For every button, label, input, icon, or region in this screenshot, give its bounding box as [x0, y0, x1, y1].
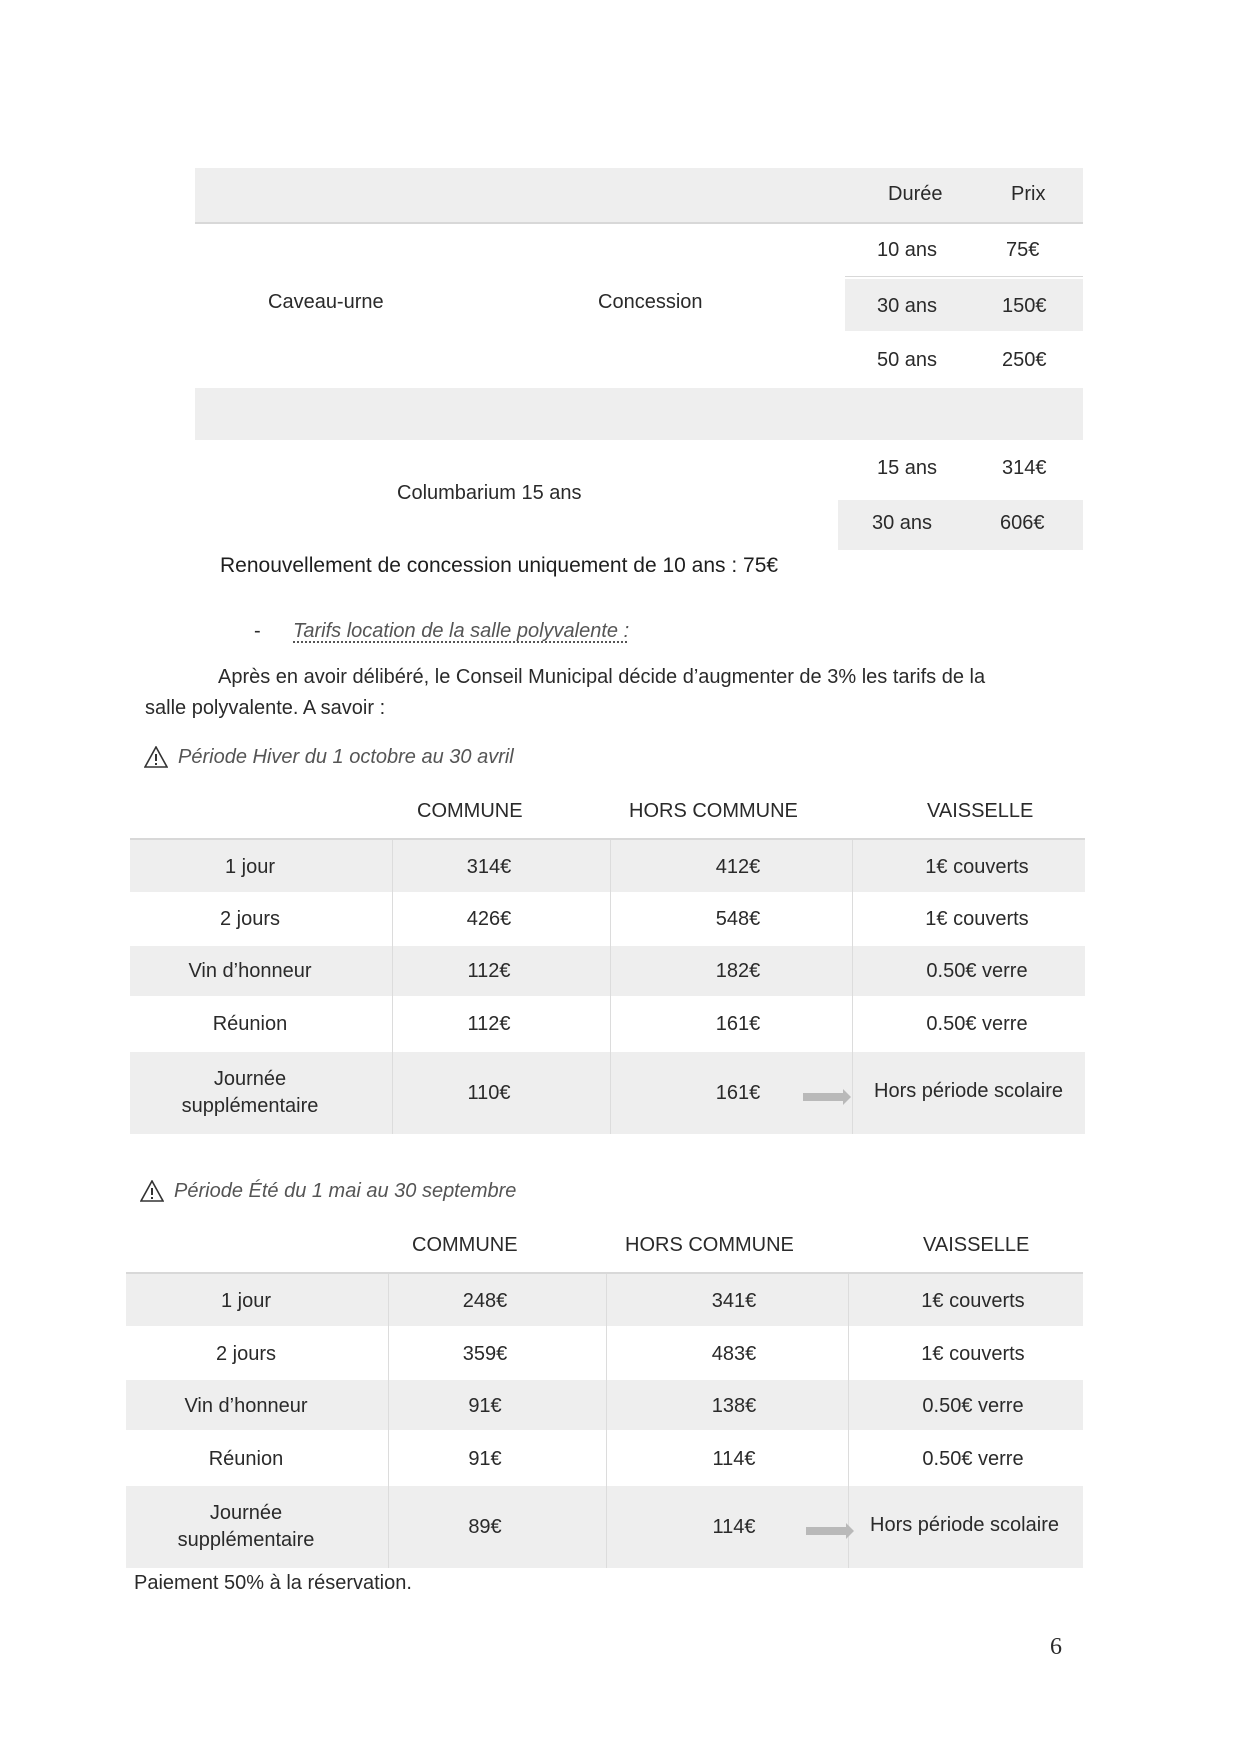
header-row-bg [195, 168, 1083, 222]
intro-line-2: salle polyvalente. A savoir : [145, 697, 386, 719]
hiver-commune-value: 314€ [466, 856, 512, 878]
hiver-row-label: 1 jour [224, 856, 276, 878]
caveau-prix-3: 250€ [1002, 349, 1047, 371]
columbarium-prix-1: 314€ [1002, 457, 1047, 479]
ete-row-label: Vin d’honneur [184, 1395, 308, 1417]
ete-col-hors: HORS COMMUNE [625, 1234, 794, 1256]
col-divider [852, 840, 853, 1134]
ete-title: Période Été du 1 mai au 30 septembre [174, 1180, 517, 1202]
hiver-hors-value: 548€ [715, 908, 761, 930]
ete-hors-value: 483€ [711, 1343, 757, 1365]
columbarium-label: Columbarium 15 ans [397, 482, 582, 504]
header-prix: Prix [1011, 183, 1046, 205]
hiver-title: Période Hiver du 1 octobre au 30 avril [178, 746, 514, 768]
header-divider [195, 222, 1083, 224]
ete-vaisselle-value: 0.50€ verre [922, 1448, 1024, 1470]
hiver-vaisselle-value: 0.50€ verre [926, 1013, 1028, 1035]
columbarium-prix-2: 606€ [1000, 512, 1045, 534]
hiver-extra-label-1: Journée [213, 1068, 287, 1090]
page-number: 6 [1050, 1634, 1062, 1660]
ete-vaisselle-value: 0.50€ verre [922, 1395, 1024, 1417]
hiver-commune-value: 426€ [466, 908, 512, 930]
hiver-row-label: Vin d’honneur [188, 960, 312, 982]
caveau-category: Concession [598, 291, 703, 313]
hiver-hors-value: 161€ [715, 1013, 761, 1035]
caveau-duree-2: 30 ans [877, 295, 938, 317]
payment-note: Paiement 50% à la réservation. [134, 1572, 412, 1594]
renewal-note: Renouvellement de concession uniquement de 10 ans : 75€ [220, 554, 779, 577]
ete-extra-label-2: supplémentaire [177, 1529, 315, 1551]
columbarium-duree-2: 30 ans [872, 512, 933, 534]
hiver-col-commune: COMMUNE [417, 800, 523, 822]
section-heading: Tarifs location de la salle polyvalente : [293, 620, 630, 642]
hiver-col-hors: HORS COMMUNE [629, 800, 798, 822]
ete-commune-value: 359€ [462, 1343, 508, 1365]
caveau-type: Caveau-urne [268, 291, 384, 313]
ete-extra-label-1: Journée [209, 1502, 283, 1524]
hiver-hors-value: 412€ [715, 856, 761, 878]
hiver-extra-vaisselle: Hors période scolaire [874, 1080, 1063, 1102]
ete-row-label: Réunion [208, 1448, 284, 1470]
col-divider [610, 840, 611, 1134]
separator-row-bg [195, 388, 1083, 440]
ete-col-commune: COMMUNE [412, 1234, 518, 1256]
hiver-commune-value: 110€ [467, 1082, 511, 1104]
header-duree: Durée [888, 183, 943, 205]
ete-commune-value: 248€ [462, 1290, 508, 1312]
ete-hors-value: 138€ [711, 1395, 757, 1417]
col-divider [606, 1274, 607, 1568]
hiver-row-label: 2 jours [219, 908, 281, 930]
columbarium-duree-1: 15 ans [877, 457, 938, 479]
ete-extra-vaisselle: Hors période scolaire [870, 1514, 1059, 1536]
warning-triangle-icon [144, 746, 168, 768]
caveau-duree-1: 10 ans [877, 239, 938, 261]
row-divider [845, 276, 1083, 277]
ete-hors-value: 114€ [712, 1448, 756, 1470]
warning-triangle-icon [140, 1180, 164, 1202]
intro-line-1: Après en avoir délibéré, le Conseil Municipal décide d’augmenter de 3% les tarifs de la [218, 666, 986, 688]
ete-col-vaisselle: VAISSELLE [923, 1234, 1030, 1256]
hiver-col-vaisselle: VAISSELLE [927, 800, 1034, 822]
ete-row-label: 1 jour [220, 1290, 272, 1312]
ete-hors-value: 114€ [712, 1516, 756, 1538]
hiver-vaisselle-value: 1€ couverts [925, 856, 1029, 878]
arrow-right-icon [806, 1527, 846, 1535]
ete-hors-value: 341€ [711, 1290, 757, 1312]
ete-commune-value: 89€ [468, 1516, 502, 1538]
caveau-prix-1: 75€ [1006, 239, 1040, 261]
hiver-row-label: Réunion [212, 1013, 288, 1035]
section-bullet: - [254, 620, 261, 642]
ete-commune-value: 91€ [468, 1448, 502, 1470]
ete-vaisselle-value: 1€ couverts [921, 1343, 1025, 1365]
hiver-commune-value: 112€ [467, 960, 511, 982]
hiver-commune-value: 112€ [467, 1013, 511, 1035]
hiver-extra-label-2: supplémentaire [181, 1095, 319, 1117]
hiver-vaisselle-value: 1€ couverts [925, 908, 1029, 930]
hiver-hors-value: 161€ [715, 1082, 761, 1104]
ete-vaisselle-value: 1€ couverts [921, 1290, 1025, 1312]
ete-commune-value: 91€ [468, 1395, 502, 1417]
caveau-duree-3: 50 ans [877, 349, 938, 371]
arrow-right-icon [803, 1093, 843, 1101]
hiver-hors-value: 182€ [715, 960, 761, 982]
ete-row-label: 2 jours [215, 1343, 277, 1365]
caveau-prix-2: 150€ [1002, 295, 1047, 317]
hiver-vaisselle-value: 0.50€ verre [926, 960, 1028, 982]
